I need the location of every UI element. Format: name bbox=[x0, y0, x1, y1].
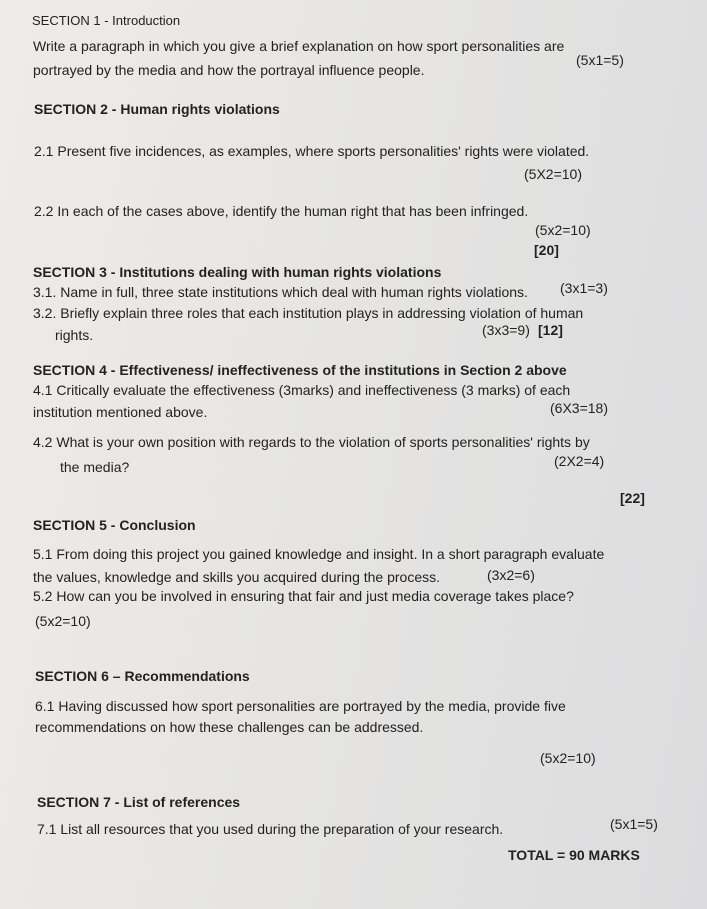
question-4-1-line2: institution mentioned above. bbox=[33, 404, 208, 420]
section-2-total: [20] bbox=[534, 242, 559, 258]
section-1-marks: (5x1=5) bbox=[576, 52, 624, 68]
question-7-1: 7.1 List all resources that you used during the preparation of your research. bbox=[37, 821, 504, 837]
section-7-heading: SECTION 7 - List of references bbox=[37, 794, 241, 810]
section-1-text-line1: Write a paragraph in which you give a brief explanation on how sport personalities are bbox=[33, 38, 565, 54]
question-2-2-marks: (5x2=10) bbox=[535, 222, 591, 238]
section-2-heading: SECTION 2 - Human rights violations bbox=[34, 101, 280, 117]
section-1-heading: SECTION 1 - Introduction bbox=[32, 13, 181, 28]
question-5-1-marks: (3x2=6) bbox=[487, 567, 535, 583]
question-5-2: 5.2 How can you be involved in ensuring that fair and just media coverage takes place? bbox=[33, 588, 574, 604]
section-1-text-line2: portrayed by the media and how the portrayal influence people. bbox=[33, 62, 425, 78]
total-marks: TOTAL = 90 MARKS bbox=[508, 847, 640, 863]
question-5-1-line1: 5.1 From doing this project you gained knowledge and insight. In a short paragraph evaluate bbox=[33, 546, 605, 562]
question-5-2-marks: (5x2=10) bbox=[35, 613, 91, 629]
question-3-2-marks: (3x3=9) bbox=[482, 322, 530, 338]
question-4-1-marks: (6X3=18) bbox=[550, 400, 608, 416]
question-4-2-line1: 4.2 What is your own position with regards to the violation of sports personalities' rights by bbox=[33, 434, 590, 450]
question-3-2-line1: 3.2. Briefly explain three roles that each institution plays in addressing violation of human bbox=[33, 305, 584, 321]
question-2-2: 2.2 In each of the cases above, identify the human right that has been infringed. bbox=[34, 203, 529, 219]
section-3-total: [12] bbox=[538, 322, 563, 338]
question-7-1-marks: (5x1=5) bbox=[610, 816, 658, 832]
question-6-1-line2: recommendations on how these challenges can be addressed. bbox=[35, 719, 424, 735]
question-4-2-marks: (2X2=4) bbox=[554, 453, 605, 469]
question-3-2-line2: rights. bbox=[55, 327, 94, 343]
question-6-1-marks: (5x2=10) bbox=[540, 750, 596, 766]
question-2-1-marks: (5X2=10) bbox=[524, 166, 582, 182]
question-2-1: 2.1 Present five incidences, as examples, where sports personalities' rights were violated. bbox=[34, 143, 590, 159]
question-3-1-marks: (3x1=3) bbox=[560, 280, 608, 296]
section-4-heading: SECTION 4 - Effectiveness/ ineffectiveness of the institutions in Section 2 above bbox=[33, 362, 567, 378]
question-4-2-line2: the media? bbox=[60, 459, 130, 475]
question-5-1-line2: the values, knowledge and skills you acquired during the process. bbox=[33, 569, 441, 585]
question-3-1: 3.1. Name in full, three state institutions which deal with human rights violations. bbox=[33, 284, 528, 300]
question-6-1-line1: 6.1 Having discussed how sport personalities are portrayed by the media, provide five bbox=[35, 698, 566, 714]
section-5-heading: SECTION 5 - Conclusion bbox=[33, 517, 196, 533]
section-4-total: [22] bbox=[620, 490, 645, 506]
question-4-1-line1: 4.1 Critically evaluate the effectiveness (3marks) and ineffectiveness (3 marks) of each bbox=[33, 382, 571, 398]
section-6-heading: SECTION 6 – Recommendations bbox=[35, 668, 250, 684]
section-3-heading: SECTION 3 - Institutions dealing with human rights violations bbox=[33, 264, 442, 280]
